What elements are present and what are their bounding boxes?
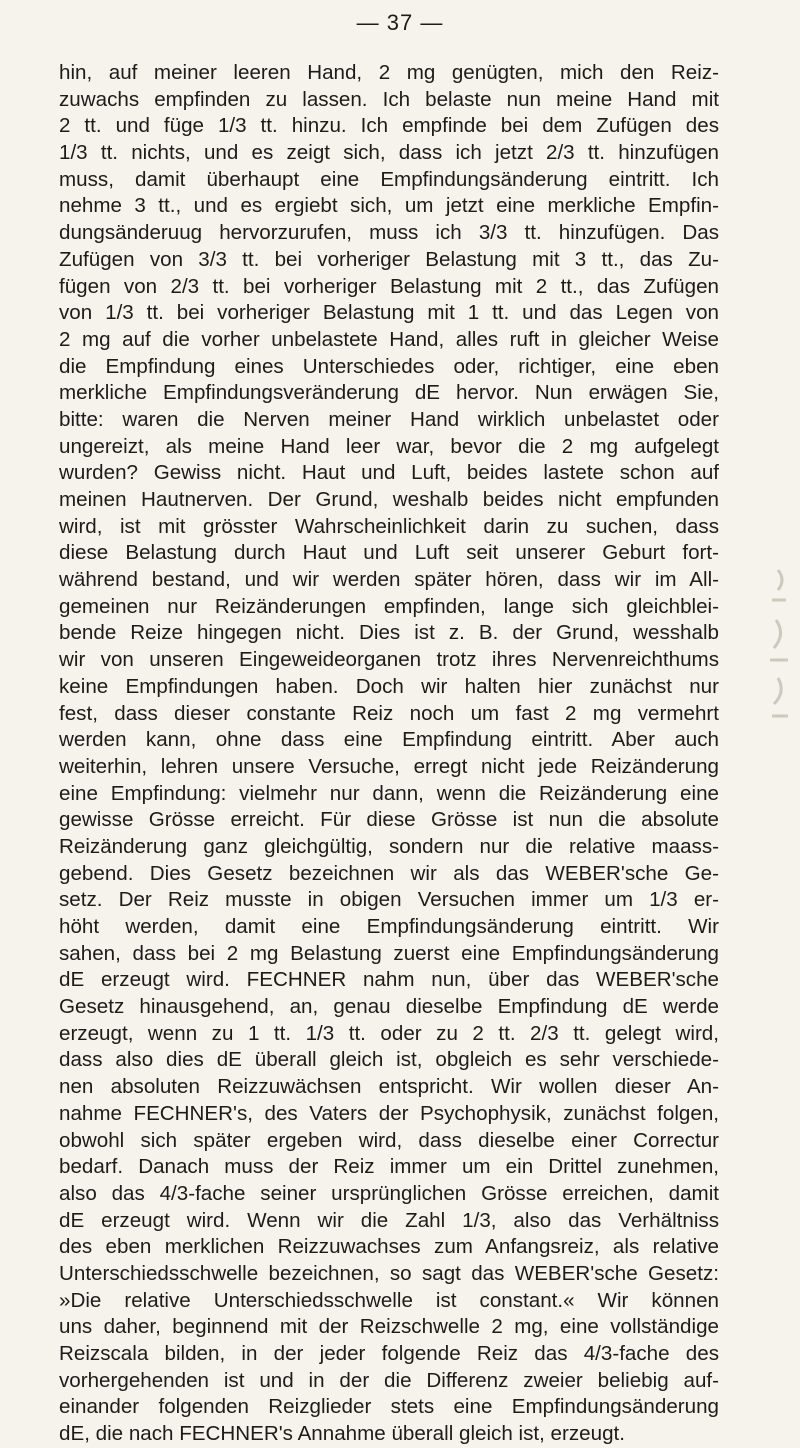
text-line: dE erzeugt wird. FECHNER nahm nun, über das WEBER'sche xyxy=(59,968,719,992)
text-line: fügen von 2/3 tt. bei vorheriger Belastung mit 2 tt., das Zufügen xyxy=(59,274,719,298)
text-line: obwohl sich später ergeben wird, dass dieselbe einer Correctur xyxy=(59,1128,719,1152)
text-line: ungereizt, als meine Hand leer war, bevor die 2 mg aufgelegt xyxy=(59,434,719,458)
page-number: — 37 — xyxy=(356,10,444,35)
text-line: während bestand, und wir werden später hören, dass wir im All- xyxy=(59,568,719,592)
text-line: gewisse Grösse erreicht. Für diese Grösse ist nun die absolute xyxy=(59,808,719,832)
text-line: vorhergehenden ist und in der die Differenz zweier beliebig auf- xyxy=(59,1368,719,1392)
text-line: Zufügen von 3/3 tt. bei vorheriger Belastung mit 3 tt., das Zu- xyxy=(59,247,719,271)
text-line: einander folgenden Reizglieder stets eine Empfindungsänderung xyxy=(59,1395,719,1419)
text-line: die Empfindung eines Unterschiedes oder, richtiger, eine eben xyxy=(59,354,719,378)
text-line: diese Belastung durch Haut und Luft seit unserer Geburt fort- xyxy=(59,541,719,565)
text-line: gemeinen nur Reizänderungen empfinden, lange sich gleichblei- xyxy=(59,594,719,618)
text-line: hin, auf meiner leeren Hand, 2 mg genügten, mich den Reiz- xyxy=(59,61,719,84)
text-line: wird, ist mit grösster Wahrscheinlichkeit darin zu suchen, dass xyxy=(59,514,719,538)
text-line: muss, damit überhaupt eine Empfindungsänderung eintritt. Ich xyxy=(59,167,719,191)
text-line: werden kann, ohne dass eine Empfindung eintritt. Aber auch xyxy=(59,728,719,752)
text-line: also das 4/3-fache seiner ursprünglichen Grösse erreichen, damit xyxy=(59,1181,719,1205)
text-line: nen absoluten Reizzuwächsen entspricht. Wir wollen dieser An- xyxy=(59,1075,719,1099)
text-line: sahen, dass bei 2 mg Belastung zuerst eine Empfindungsänderung xyxy=(59,941,719,965)
text-line: nehme 3 tt., und es ergiebt sich, um jetzt eine merkliche Empfin- xyxy=(59,194,719,218)
text-line: keine Empfindungen haben. Doch wir halten hier zunächst nur xyxy=(59,674,719,698)
text-line: weiterhin, lehren unsere Versuche, erregt nicht jede Reizänderung xyxy=(59,754,719,778)
bleed-through-mark xyxy=(758,560,800,740)
text-line: 2 tt. und füge 1/3 tt. hinzu. Ich empfinde bei dem Zufügen des xyxy=(59,114,719,138)
text-line: dE erzeugt wird. Wenn wir die Zahl 1/3, also das Verhältniss xyxy=(59,1208,719,1232)
text-line: Reizänderung ganz gleichgültig, sondern nur die relative maass- xyxy=(59,834,719,858)
text-line: bedarf. Danach muss der Reiz immer um ein Drittel zunehmen, xyxy=(59,1155,719,1179)
text-line: eine Empfindung: vielmehr nur dann, wenn die Reizänderung eine xyxy=(59,781,719,805)
text-line: fest, dass dieser constante Reiz noch um fast 2 mg vermehrt xyxy=(59,701,719,725)
text-line: setz. Der Reiz musste in obigen Versuchen immer um 1/3 er- xyxy=(59,888,719,912)
body-text xyxy=(59,60,719,1448)
text-line: 1/3 tt. nichts, und es zeigt sich, dass ich jetzt 2/3 tt. hinzufügen xyxy=(59,141,719,165)
text-line: 2 mg auf die vorher unbelastete Hand, alles ruft in gleicher Weise xyxy=(59,327,719,351)
text-line: dungsänderuug hervorzurufen, muss ich 3/3 tt. hinzufügen. Das xyxy=(59,221,719,245)
text-line: zuwachs empfinden zu lassen. Ich belaste nun meine Hand mit xyxy=(59,87,719,111)
text-line: meinen Hautnerven. Der Grund, weshalb beides nicht empfunden xyxy=(59,488,719,511)
text-line: dE, die nach FECHNER's Annahme überall gleich ist, erzeugt. xyxy=(59,1422,625,1446)
text-line: wir von unseren Eingeweideorganen trotz ihres Nervenreichthums xyxy=(59,648,719,672)
text-line: des eben merklichen Reizzuwachses zum Anfangsreiz, als relative xyxy=(59,1235,719,1259)
text-line: »Die relative Unterschiedsschwelle ist constant.« Wir können xyxy=(59,1288,719,1312)
text-line: uns daher, beginnend mit der Reizschwelle 2 mg, eine vollständige xyxy=(59,1315,719,1339)
text-line: Reizscala bilden, in der jeder folgende Reiz das 4/3-fache des xyxy=(59,1342,719,1365)
text-line: gebend. Dies Gesetz bezeichnen wir als das WEBER'sche Ge- xyxy=(59,861,719,885)
text-line: von 1/3 tt. bei vorheriger Belastung mit 1 tt. und das Legen von xyxy=(59,301,719,325)
text-line: nahme FECHNER's, des Vaters der Psychophysik, zunächst folgen, xyxy=(59,1101,719,1125)
text-line: merkliche Empfindungsveränderung dE hervor. Nun erwägen Sie, xyxy=(59,381,719,405)
text-line: wurden? Gewiss nicht. Haut und Luft, beides lastete schon auf xyxy=(59,461,719,485)
text-line: Unterschiedsschwelle bezeichnen, so sagt das WEBER'sche Gesetz: xyxy=(59,1261,719,1285)
text-line: bitte: waren die Nerven meiner Hand wirklich unbelastet oder xyxy=(59,407,719,431)
text-line: bende Reize hingegen nicht. Dies ist z. B. der Grund, wesshalb xyxy=(59,621,719,645)
text-line: erzeugt, wenn zu 1 tt. 1/3 tt. oder zu 2 tt. 2/3 tt. gelegt wird, xyxy=(59,1021,719,1045)
text-line: dass also dies dE überall gleich ist, obgleich es sehr verschiede- xyxy=(59,1048,719,1072)
text-line: höht werden, damit eine Empfindungsänderung eintritt. Wir xyxy=(59,915,719,938)
text-line: Gesetz hinausgehend, an, genau dieselbe Empfindung dE werde xyxy=(59,995,719,1019)
